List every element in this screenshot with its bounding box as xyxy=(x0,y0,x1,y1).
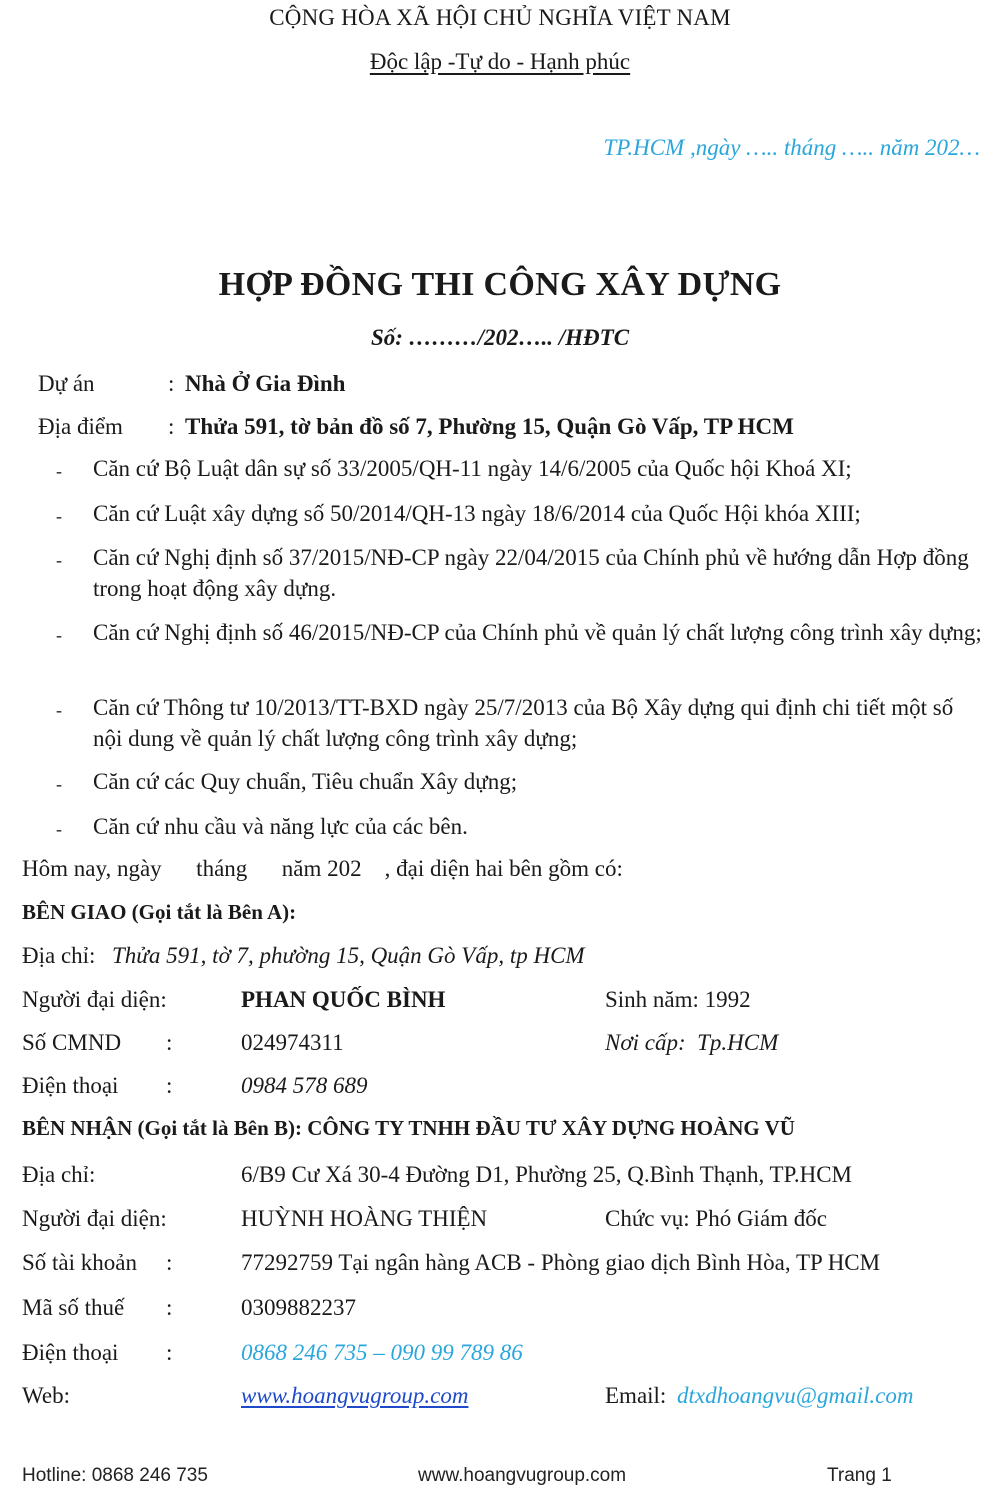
national-title: CỘNG HÒA XÃ HỘI CHỦ NGHĨA VIỆT NAM xyxy=(269,5,731,30)
party-a-id-label: Số CMND xyxy=(22,1030,122,1055)
party-b-account-colon: : xyxy=(166,1250,173,1275)
bullet-dash: - xyxy=(56,506,62,526)
national-motto xyxy=(0,50,1000,73)
bullet-dash: - xyxy=(56,461,62,481)
party-a-birth: Sinh năm: 1992 xyxy=(605,987,751,1012)
footer-page-number: Trang 1 xyxy=(827,1465,892,1486)
footer-hotline: Hotline: 0868 246 735 xyxy=(22,1465,208,1486)
date-line: TP.HCM ,ngày ….. tháng ….. năm 202… xyxy=(603,135,980,160)
party-b-account-label: Số tài khoản xyxy=(22,1250,137,1275)
party-b-phone-label: Điện thoại xyxy=(22,1340,119,1365)
bullet-dash: - xyxy=(56,819,62,839)
party-b-phone-value: 0868 246 735 – 090 99 789 86 xyxy=(241,1340,523,1365)
motto-text: Độc lập -Tự do - Hạnh phúc xyxy=(369,49,631,74)
location-value: Thửa 591, tờ bản đồ số 7, Phường 15, Quận Gò Vấp, TP HCM xyxy=(185,414,794,439)
party-a-rep-value: PHAN QUỐC BÌNH xyxy=(241,987,446,1012)
party-a-phone-label: Điện thoại xyxy=(22,1073,119,1098)
party-b-tax-value: 0309882237 xyxy=(241,1295,356,1320)
party-a-id-value: 024974311 xyxy=(241,1030,344,1055)
basis-text: Căn cứ nhu cầu và năng lực của các bên. xyxy=(93,814,468,839)
party-a-rep-label: Người đại diện: xyxy=(22,987,167,1012)
project-colon: : xyxy=(168,371,175,396)
party-b-position: Chức vụ: Phó Giám đốc xyxy=(605,1206,828,1231)
party-a-address-value: Thửa 591, tờ 7, phường 15, Quận Gò Vấp, tp HCM xyxy=(112,943,585,968)
party-b-tax-colon: : xyxy=(166,1295,173,1320)
location-label: Địa điểm xyxy=(38,414,123,439)
location-colon: : xyxy=(168,414,175,439)
project-value: Nhà Ở Gia Đình xyxy=(185,371,346,396)
bullet-dash: - xyxy=(56,625,62,645)
party-a-phone-colon: : xyxy=(166,1073,173,1098)
party-a-heading: BÊN GIAO (Gọi tắt là Bên A): xyxy=(22,900,297,924)
party-b-account-value: 77292759 Tại ngân hàng ACB - Phòng giao dịch Bình Hòa, TP HCM xyxy=(241,1250,881,1275)
basis-text: Căn cứ Nghị định số 46/2015/NĐ-CP của Chính phủ về quản lý chất lượng công trình xây dựng; xyxy=(93,620,982,645)
party-b-email-label: Email: xyxy=(605,1383,667,1408)
party-b-web-label: Web: xyxy=(22,1383,70,1408)
bullet-dash: - xyxy=(56,550,62,570)
party-a-issued: Nơi cấp: Tp.HCM xyxy=(605,1030,779,1055)
basis-text: Căn cứ các Quy chuẩn, Tiêu chuẩn Xây dựng; xyxy=(93,769,518,794)
party-b-address-label: Địa chỉ: xyxy=(22,1162,96,1187)
party-a-address-label: Địa chỉ: xyxy=(22,943,96,968)
party-a-phone-value: 0984 578 689 xyxy=(241,1073,368,1098)
basis-text: Căn cứ Thông tư 10/2013/TT-BXD ngày 25/7/2013 của Bộ Xây dựng qui định chi tiết một số nội dung về quản lý chất lượng công trình xây dựng; xyxy=(93,695,954,751)
website-link[interactable]: www.hoangvugroup.com xyxy=(241,1383,469,1408)
email-address[interactable]: dtxdhoangvu@gmail.com xyxy=(677,1383,914,1408)
bullet-dash: - xyxy=(56,774,62,794)
basis-text: Căn cứ Nghị định số 37/2015/NĐ-CP ngày 22/04/2015 của Chính phủ về hướng dẫn Hợp đồng trong hoạt động xây dựng. xyxy=(93,545,969,601)
party-b-rep-value: HUỲNH HOÀNG THIỆN xyxy=(241,1206,488,1231)
party-b-phone-colon: : xyxy=(166,1340,173,1365)
party-a-id-colon: : xyxy=(166,1030,173,1055)
contract-number: Số: ………/202….. /HĐTC xyxy=(370,325,630,350)
basis-text: Căn cứ Luật xây dựng số 50/2014/QH-13 ngày 18/6/2014 của Quốc Hội khóa XIII; xyxy=(93,501,861,526)
footer-website: www.hoangvugroup.com xyxy=(418,1465,627,1486)
bullet-dash: - xyxy=(56,700,62,720)
party-b-tax-label: Mã số thuế xyxy=(22,1295,125,1320)
document-title: HỢP ĐỒNG THI CÔNG XÂY DỰNG xyxy=(218,266,782,303)
basis-text: Căn cứ Bộ Luật dân sự số 33/2005/QH-11 ngày 14/6/2005 của Quốc hội Khoá XI; xyxy=(93,456,852,481)
party-b-heading: BÊN NHẬN (Gọi tắt là Bên B): CÔNG TY TNHH ĐẦU TƯ XÂY DỰNG HOÀNG VŨ xyxy=(22,1116,795,1140)
party-b-address-value: 6/B9 Cư Xá 30-4 Đường D1, Phường 25, Q.Bình Thạnh, TP.HCM xyxy=(241,1162,852,1187)
project-label: Dự án xyxy=(38,371,95,396)
intro-line: Hôm nay, ngày tháng năm 202 , đại diện hai bên gồm có: xyxy=(22,856,623,881)
party-b-rep-label: Người đại diện: xyxy=(22,1206,167,1231)
